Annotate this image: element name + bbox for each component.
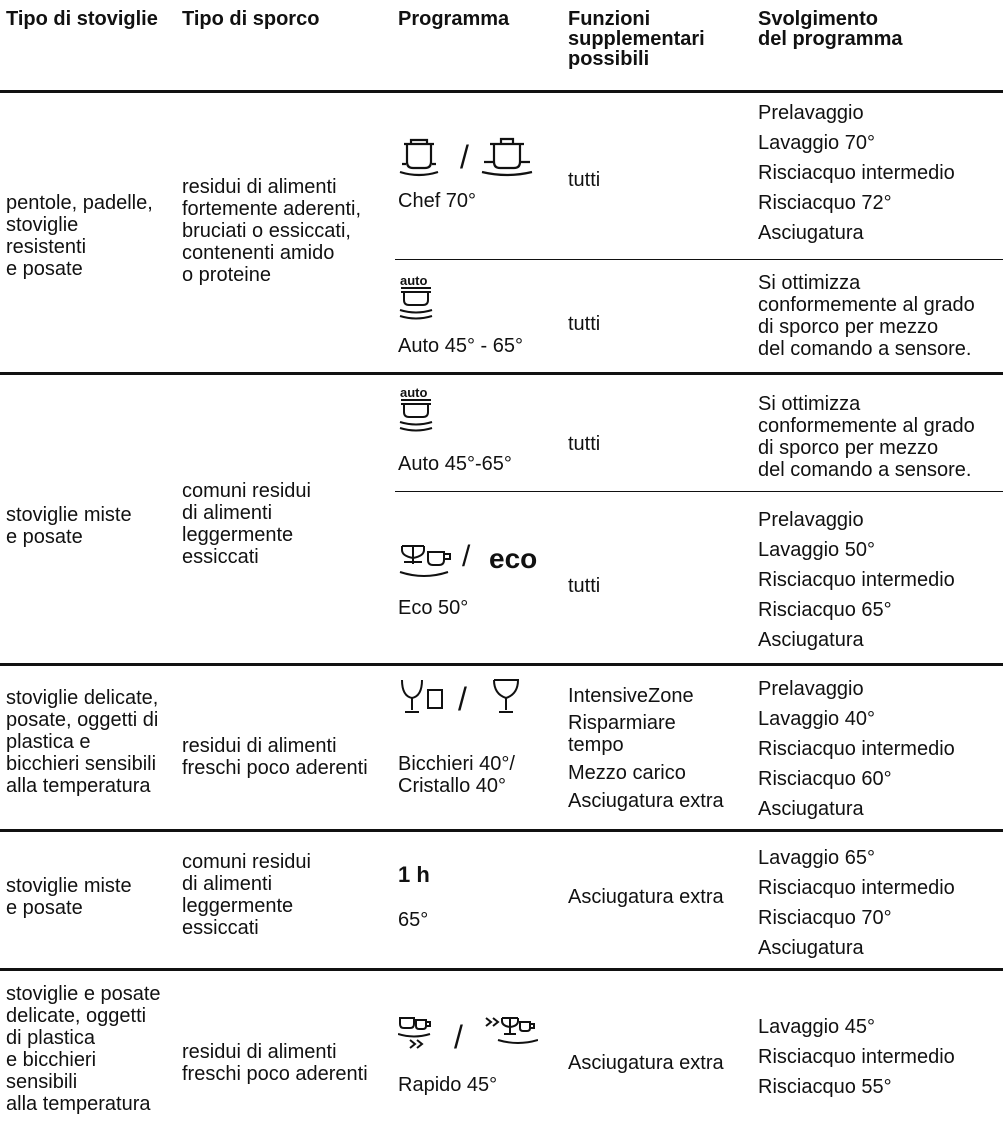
auto-program-icon <box>398 272 438 322</box>
header-svolgimento: Svolgimento del programma <box>758 8 903 50</box>
header-tipo-sporco: Tipo di sporco <box>182 8 320 30</box>
svg-text:auto: auto <box>400 273 428 288</box>
row2-sub2-programma: Eco 50° <box>398 597 469 619</box>
row1-sub1-programma: Chef 70° <box>398 190 477 212</box>
row3-funzioni: IntensiveZone Risparmiare tempo Mezzo carico Asciugatura extra <box>568 685 724 812</box>
rule-row1-split <box>395 259 1003 260</box>
row4-steps: Lavaggio 65° Risciacquo intermedio Risciacquo 70° Asciugatura <box>758 847 955 959</box>
row2-sub1-desc: Si ottimizza conformemente al grado di sporco per mezzo del comando a sensore. <box>758 393 975 481</box>
row2-sub2-steps: Prelavaggio Lavaggio 50° Risciacquo intermedio Risciacquo 65° Asciugatura <box>758 509 955 651</box>
row5-programma: Rapido 45° <box>398 1074 498 1096</box>
row2-sub1-funzioni: tutti <box>568 433 601 455</box>
header-tipo-stoviglie: Tipo di stoviglie <box>6 8 158 30</box>
row3-steps: Prelavaggio Lavaggio 40° Risciacquo intermedio Risciacquo 60° Asciugatura <box>758 678 955 820</box>
row1-sub2-funzioni: tutti <box>568 313 601 335</box>
row3-stoviglie: stoviglie delicate, posate, oggetti di plastica e bicchieri sensibili alla temperatura <box>6 687 159 797</box>
row4-programma: 65° <box>398 909 429 931</box>
rule-row3 <box>0 829 1003 832</box>
row2-stoviglie: stoviglie miste e posate <box>6 504 132 548</box>
rule-header <box>0 90 1003 93</box>
rule-row4 <box>0 968 1003 971</box>
svg-text:/: / <box>454 1019 463 1055</box>
header-funzioni: Funzioni supplementari possibili <box>568 8 705 70</box>
row4-stoviglie: stoviglie miste e posate <box>6 875 132 919</box>
svg-text:/: / <box>460 139 469 175</box>
row2-sub1-programma: Auto 45°-65° <box>398 453 512 475</box>
row1-sub1-funzioni: tutti <box>568 169 601 191</box>
eco-label: eco <box>489 543 538 574</box>
row1-sporco: residui di alimenti fortemente aderenti, bruciati o essiccati, contenenti amido o proteine <box>182 176 361 286</box>
one-hour-label: 1 h <box>398 862 430 887</box>
header-programma: Programma <box>398 8 510 30</box>
svg-text:/: / <box>458 681 467 717</box>
row3-sporco: residui di alimenti freschi poco aderenti <box>182 735 368 779</box>
chef-pot-icons <box>398 134 548 178</box>
svg-text:auto: auto <box>400 385 428 400</box>
glass-crystal-icons <box>398 676 538 720</box>
row4-sporco: comuni residui di alimenti leggermente essiccati <box>182 851 311 939</box>
row1-sub1-steps: Prelavaggio Lavaggio 70° Risciacquo intermedio Risciacquo 72° Asciugatura <box>758 102 955 244</box>
row4-funzioni: Asciugatura extra <box>568 886 724 908</box>
row1-stoviglie: pentole, padelle, stoviglie resistenti e posate <box>6 192 153 280</box>
row2-sporco: comuni residui di alimenti leggermente essiccati <box>182 480 311 568</box>
row5-stoviglie: stoviglie e posate delicate, oggetti di plastica e bicchieri sensibili alla temperatura <box>6 983 161 1115</box>
rule-row1 <box>0 372 1003 375</box>
eco-glass-cup-icon <box>398 540 471 584</box>
row5-sporco: residui di alimenti freschi poco aderenti <box>182 1041 368 1085</box>
row1-sub2-programma: Auto 45° - 65° <box>398 335 523 357</box>
row2-eco-slash: / <box>462 540 471 573</box>
rule-row2-split <box>395 491 1003 492</box>
row2-sub2-funzioni: tutti <box>568 575 601 597</box>
row5-steps: Lavaggio 45° Risciacquo intermedio Risciacquo 55° <box>758 1016 955 1098</box>
auto-program-icon-2 <box>398 384 438 434</box>
rule-row2 <box>0 663 1003 666</box>
rapid-program-icons <box>398 1014 538 1058</box>
row1-sub2-desc: Si ottimizza conformemente al grado di sporco per mezzo del comando a sensore. <box>758 272 975 360</box>
row5-funzioni: Asciugatura extra <box>568 1052 724 1074</box>
row3-programma: Bicchieri 40°/ Cristallo 40° <box>398 753 515 797</box>
